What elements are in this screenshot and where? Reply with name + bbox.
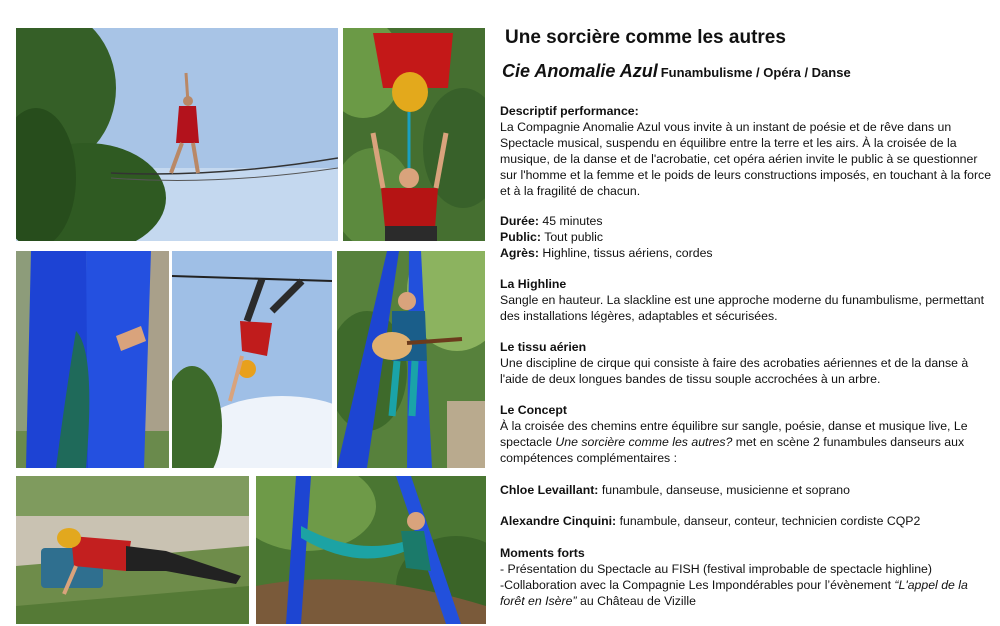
tissu-heading: Le tissu aérien	[500, 340, 587, 354]
concept-heading: Le Concept	[500, 403, 567, 417]
highline-text: Sangle en hauteur. La slackline est une approche moderne du funambulisme, permettant des installations légères, adaptables et sécurisées.	[500, 293, 984, 323]
descriptif-text: La Compagnie Anomalie Azul vous invite à un instant de poésie et de rêve dans un Spectacle musical, suspendu en équilibre entre la terre et les airs. À la croisée de la musique, de la danse et de l'acrobatie, cet opéra aérien invite le public à se questionner sur l'homme et la femme et le poids de leurs constructions imposés, en touchant à la force et à la fragilité de chacun.	[500, 120, 992, 198]
agres-label: Agrès:	[500, 246, 539, 260]
agres-value: Highline, tissus aériens, cordes	[538, 246, 713, 260]
moments-section	[500, 545, 992, 609]
blue-fabric-photo	[16, 251, 169, 468]
moments-item-2	[500, 577, 992, 609]
public-value: Tout public	[541, 230, 603, 244]
page-title: Une sorcière comme les autres	[505, 27, 786, 48]
highline-hanging-photo	[172, 251, 332, 468]
descriptif-heading: Descriptif performance:	[500, 104, 639, 118]
moments-item-1: - Présentation du Spectacle au FISH (festival improbable de spectacle highline)	[500, 562, 932, 576]
agres-line	[500, 245, 992, 261]
concept-show-title: Une sorcière comme les autres?	[555, 435, 733, 449]
highline-heading: La Highline	[500, 277, 567, 291]
details-section	[500, 213, 992, 261]
artist-name: Chloe Levaillant:	[500, 483, 599, 497]
concept-text: À la croisée des chemins entre équilibre sur sangle, poésie, danse et musique live, Le spectacle	[500, 419, 968, 449]
artist-2	[500, 513, 992, 529]
ground-rest-photo	[16, 476, 249, 624]
duree-line	[500, 213, 992, 229]
duree-value: 45 minutes	[538, 214, 603, 228]
moments-item-2-text: -Collaboration avec la Compagnie Les Impondérables pour l’évènement	[500, 578, 895, 592]
tissu-text: Une discipline de cirque qui consiste à faire des acrobaties aériennes et de la danse à l'aide de deux longues bandes de tissu souple accrochées à un arbre.	[500, 356, 969, 386]
concept-section	[500, 402, 992, 466]
artist-name: Alexandre Cinquini:	[500, 514, 617, 528]
fabric-split-photo	[256, 476, 486, 624]
artist-role: funambule, danseur, conteur, technicien cordiste CQP2	[616, 514, 921, 528]
public-line	[500, 229, 992, 245]
artist-role: funambule, danseuse, musicienne et soprano	[598, 483, 850, 497]
moments-heading: Moments forts	[500, 546, 585, 560]
highline-walker-photo	[16, 28, 338, 241]
moments-item-2-end: au Château de Vizille	[576, 594, 696, 608]
moments-event-name: “L'appel de la forêt en Isère”	[500, 578, 968, 608]
artist-1	[500, 482, 992, 498]
company-name: Cie Anomalie Azul	[502, 61, 658, 81]
disciplines: Funambulisme / Opéra / Danse	[660, 65, 851, 80]
subtitle	[502, 61, 851, 82]
aerial-hanging-photo	[343, 28, 485, 241]
public-label: Public:	[500, 230, 541, 244]
duree-label: Durée:	[500, 214, 539, 228]
highline-section	[500, 276, 992, 324]
descriptif-section	[500, 103, 992, 199]
concept-text-end: met en scène 2 funambules danseurs aux compétences complémentaires :	[500, 435, 965, 465]
tissu-section	[500, 339, 992, 387]
guitar-fabric-photo	[337, 251, 485, 468]
